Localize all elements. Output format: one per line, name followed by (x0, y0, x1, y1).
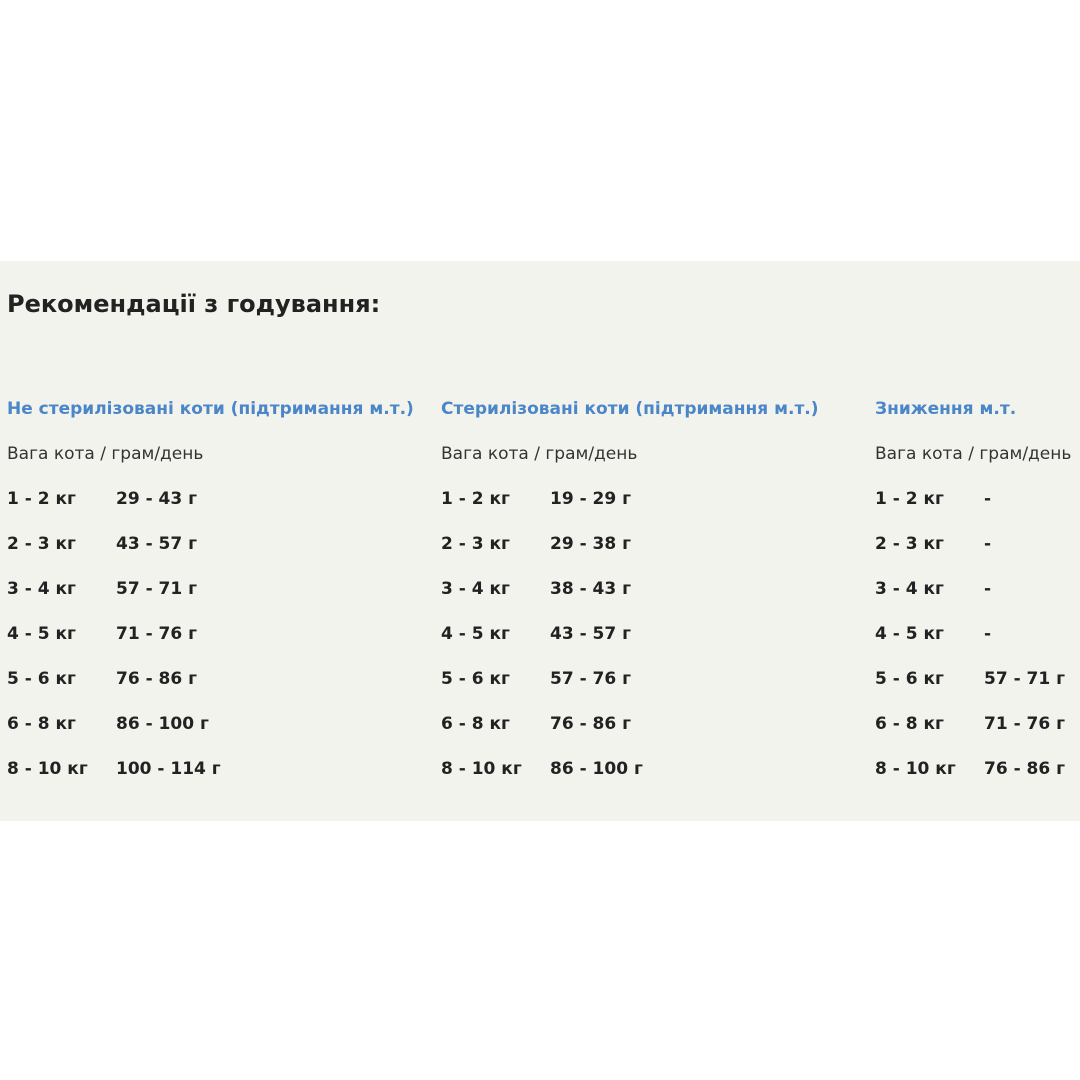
table-row (441, 574, 871, 604)
weight-cell: 1 - 2 кг (441, 489, 510, 509)
weight-cell: 8 - 10 кг (875, 759, 956, 779)
weight-cell: 2 - 3 кг (7, 534, 76, 554)
column-sterilized (441, 394, 871, 784)
grams-cell: 29 - 43 г (116, 489, 198, 509)
weight-cell: 4 - 5 кг (875, 624, 944, 644)
table-row (441, 664, 871, 694)
grams-cell: 38 - 43 г (550, 579, 632, 599)
grams-cell: 57 - 71 г (984, 669, 1066, 689)
table-row (441, 709, 871, 739)
weight-cell: 8 - 10 кг (7, 759, 88, 779)
weight-cell: 4 - 5 кг (441, 624, 510, 644)
table-row (7, 484, 437, 514)
table-row (7, 574, 437, 604)
table-row (875, 664, 1075, 694)
column-heading: Не стерилізовані коти (підтримання м.т.) (7, 399, 414, 419)
table-row (7, 619, 437, 649)
table-row (875, 709, 1075, 739)
grams-cell: 29 - 38 г (550, 534, 632, 554)
column-heading: Зниження м.т. (875, 399, 1017, 419)
weight-cell: 3 - 4 кг (875, 579, 944, 599)
weight-cell: 5 - 6 кг (7, 669, 76, 689)
weight-cell: 5 - 6 кг (441, 669, 510, 689)
grams-cell: 86 - 100 г (550, 759, 643, 779)
table-row (441, 619, 871, 649)
column-weight-loss (875, 394, 1075, 784)
grams-cell: 57 - 71 г (116, 579, 198, 599)
grams-cell: 76 - 86 г (116, 669, 198, 689)
weight-cell: 2 - 3 кг (441, 534, 510, 554)
table-row (875, 529, 1075, 559)
grams-cell: - (984, 579, 992, 599)
weight-cell: 3 - 4 кг (7, 579, 76, 599)
table-row (7, 529, 437, 559)
grams-cell: - (984, 534, 992, 554)
table-row (441, 529, 871, 559)
weight-cell: 6 - 8 кг (441, 714, 510, 734)
weight-cell: 6 - 8 кг (875, 714, 944, 734)
weight-cell: 2 - 3 кг (875, 534, 944, 554)
grams-cell: - (984, 624, 992, 644)
table-row (875, 619, 1075, 649)
grams-cell: 71 - 76 г (116, 624, 198, 644)
grams-cell: 100 - 114 г (116, 759, 221, 779)
grams-cell: 86 - 100 г (116, 714, 209, 734)
grams-cell: - (984, 489, 992, 509)
weight-cell: 1 - 2 кг (7, 489, 76, 509)
column-subheading: Вага кота / грам/день (875, 444, 1072, 464)
table-row (875, 574, 1075, 604)
weight-cell: 5 - 6 кг (875, 669, 944, 689)
grams-cell: 43 - 57 г (116, 534, 198, 554)
table-row (441, 754, 871, 784)
column-subheading: Вага кота / грам/день (441, 444, 638, 464)
grams-cell: 71 - 76 г (984, 714, 1066, 734)
grams-cell: 19 - 29 г (550, 489, 632, 509)
column-heading: Стерилізовані коти (підтримання м.т.) (441, 399, 819, 419)
table-row (7, 754, 437, 784)
table-row (7, 664, 437, 694)
weight-cell: 4 - 5 кг (7, 624, 76, 644)
grams-cell: 57 - 76 г (550, 669, 632, 689)
column-non-sterilized (7, 394, 437, 784)
weight-cell: 1 - 2 кг (875, 489, 944, 509)
table-row (875, 484, 1075, 514)
grams-cell: 76 - 86 г (550, 714, 632, 734)
table-row (7, 709, 437, 739)
table-row (875, 754, 1075, 784)
table-row (441, 484, 871, 514)
weight-cell: 8 - 10 кг (441, 759, 522, 779)
grams-cell: 43 - 57 г (550, 624, 632, 644)
weight-cell: 3 - 4 кг (441, 579, 510, 599)
grams-cell: 76 - 86 г (984, 759, 1066, 779)
column-subheading: Вага кота / грам/день (7, 444, 204, 464)
page-title: Рекомендації з годування: (7, 290, 381, 318)
weight-cell: 6 - 8 кг (7, 714, 76, 734)
